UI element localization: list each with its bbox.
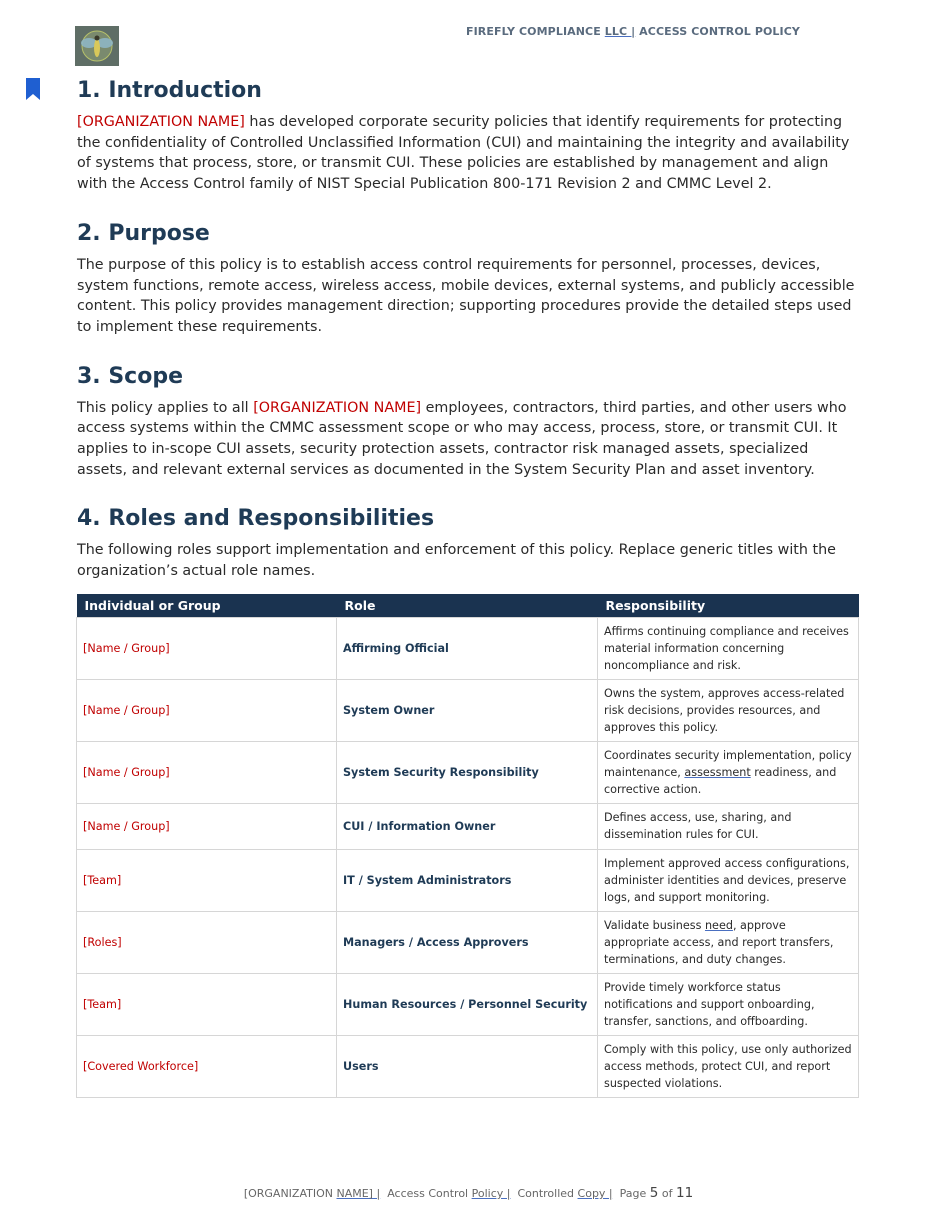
- table-row: [77, 1035, 859, 1097]
- column-header-role: Role: [337, 594, 598, 618]
- cell-name: [Covered Workforce]: [77, 1035, 337, 1097]
- org-name-placeholder: [ORGANIZATION NAME]: [77, 114, 245, 130]
- footer-doc-underlined: Policy |: [471, 1187, 511, 1200]
- cell-name: [Name / Group]: [77, 741, 337, 803]
- footer-copy-underlined: Copy |: [577, 1187, 613, 1200]
- cell-role: Users: [337, 1035, 598, 1097]
- footer-org-underlined: NAME] |: [336, 1187, 381, 1200]
- scope-paragraph: [77, 398, 855, 481]
- section-heading-scope: 3. Scope: [77, 363, 183, 389]
- section-heading-roles: 4. Roles and Responsibilities: [77, 506, 435, 532]
- scope-text-post: employees, contractors, third parties, and other users who access systems within the CMMC assessment scope or who may access, process, store, or transmit CUI. It applies to in-scope CUI assets, security protection assets, contractor risk managed assets, specialized assets, and relevant external services as documented in the System Security Plan and asset inventory.: [77, 399, 847, 478]
- responsibility-text: Validate business: [604, 918, 705, 932]
- footer-page-number: 5: [649, 1185, 659, 1201]
- column-header-individual: Individual or Group: [77, 594, 337, 618]
- cell-name: [Team]: [77, 849, 337, 911]
- roles-table: [76, 594, 859, 1098]
- cell-responsibility: Defines access, use, sharing, and dissemination rules for CUI.: [598, 803, 859, 849]
- cell-responsibility: Comply with this policy, use only authorized access methods, protect CUI, and report suspected violations.: [598, 1035, 859, 1097]
- cell-role: Affirming Official: [337, 617, 598, 679]
- page-header: [466, 25, 800, 38]
- cell-role: CUI / Information Owner: [337, 803, 598, 849]
- spelling-flagged-word[interactable]: need: [704, 918, 733, 932]
- cell-responsibility: Affirms continuing compliance and receives material information concerning noncompliance and risk.: [598, 617, 859, 679]
- cell-role: IT / System Administrators: [337, 849, 598, 911]
- cell-role: Managers / Access Approvers: [337, 911, 598, 973]
- cell-role: System Security Responsibility: [337, 741, 598, 803]
- responsibility-text: Coordinates security implementation, policy maintenance,: [604, 748, 852, 779]
- responsibility-text: , approve appropriate access, and report transfers, terminations, and duty changes.: [604, 918, 834, 966]
- introduction-paragraph: [77, 112, 855, 195]
- roles-paragraph: The following roles support implementation and enforcement of this policy. Replace generic titles with the organization’s actual role names.: [77, 542, 836, 580]
- section-heading-purpose: 2. Purpose: [77, 220, 210, 246]
- document-body: [77, 76, 855, 1098]
- footer-page-label: Page: [619, 1187, 647, 1200]
- header-company-suffix: LLC |: [604, 25, 636, 38]
- table-row: [77, 849, 859, 911]
- purpose-paragraph: The purpose of this policy is to establish access control requirements for personnel, processes, devices, system functions, remote access, wireless access, mobile devices, external systems, and publicly accessible content. This policy provides management direction; supporting procedures provide the detailed steps used to implement these requirements.: [77, 256, 855, 335]
- table-row: [77, 911, 859, 973]
- table-row: [77, 803, 859, 849]
- cell-role: Human Resources / Personnel Security: [337, 973, 598, 1035]
- org-name-placeholder: [ORGANIZATION NAME]: [253, 399, 422, 416]
- table-header-row: [77, 594, 859, 618]
- footer-copy: Controlled: [517, 1187, 575, 1200]
- introduction-text: has developed corporate security policies that identify requirements for protecting the confidentiality of Controlled Unclassified Information (CUI) and maintaining the integrity and availability of systems that process, store, or transmit CUI. These policies are established by management and align with the Access Control family of NIST Special Publication 800-171 Revision 2 and CMMC Level 2.: [77, 114, 850, 193]
- cell-responsibility: [598, 741, 859, 803]
- header-company: FIREFLY COMPLIANCE: [466, 25, 601, 38]
- page-footer: [0, 1185, 937, 1201]
- table-row: [77, 617, 859, 679]
- bookmark-icon[interactable]: [26, 78, 40, 100]
- cell-name: [Name / Group]: [77, 803, 337, 849]
- spelling-flagged-word[interactable]: assessment: [684, 765, 751, 779]
- cell-name: [Team]: [77, 973, 337, 1035]
- cell-role: System Owner: [337, 679, 598, 741]
- header-policy-title: ACCESS CONTROL POLICY: [639, 25, 800, 38]
- footer-org: [ORGANIZATION: [243, 1187, 333, 1200]
- scope-text-pre: This policy applies to all: [77, 399, 254, 416]
- footer-of: of: [661, 1187, 673, 1200]
- footer-doc: Access Control: [387, 1187, 469, 1200]
- cell-responsibility: [598, 911, 859, 973]
- firefly-logo-icon: [75, 26, 119, 66]
- table-row: [77, 973, 859, 1035]
- cell-responsibility: Provide timely workforce status notifications and support onboarding, transfer, sanctions, and offboarding.: [598, 973, 859, 1035]
- cell-name: [Name / Group]: [77, 679, 337, 741]
- cell-responsibility: Owns the system, approves access-related risk decisions, provides resources, and approves this policy.: [598, 679, 859, 741]
- cell-name: [Name / Group]: [77, 617, 337, 679]
- section-heading-introduction: 1. Introduction: [77, 78, 262, 103]
- table-row: [77, 741, 859, 803]
- footer-page-total: 11: [675, 1185, 694, 1201]
- responsibility-text: readiness, and corrective action.: [604, 765, 837, 796]
- cell-name: [Roles]: [77, 911, 337, 973]
- table-row: [77, 679, 859, 741]
- column-header-responsibility: Responsibility: [598, 594, 859, 618]
- cell-responsibility: Implement approved access configurations, administer identities and devices, preserve logs, and support monitoring.: [598, 849, 859, 911]
